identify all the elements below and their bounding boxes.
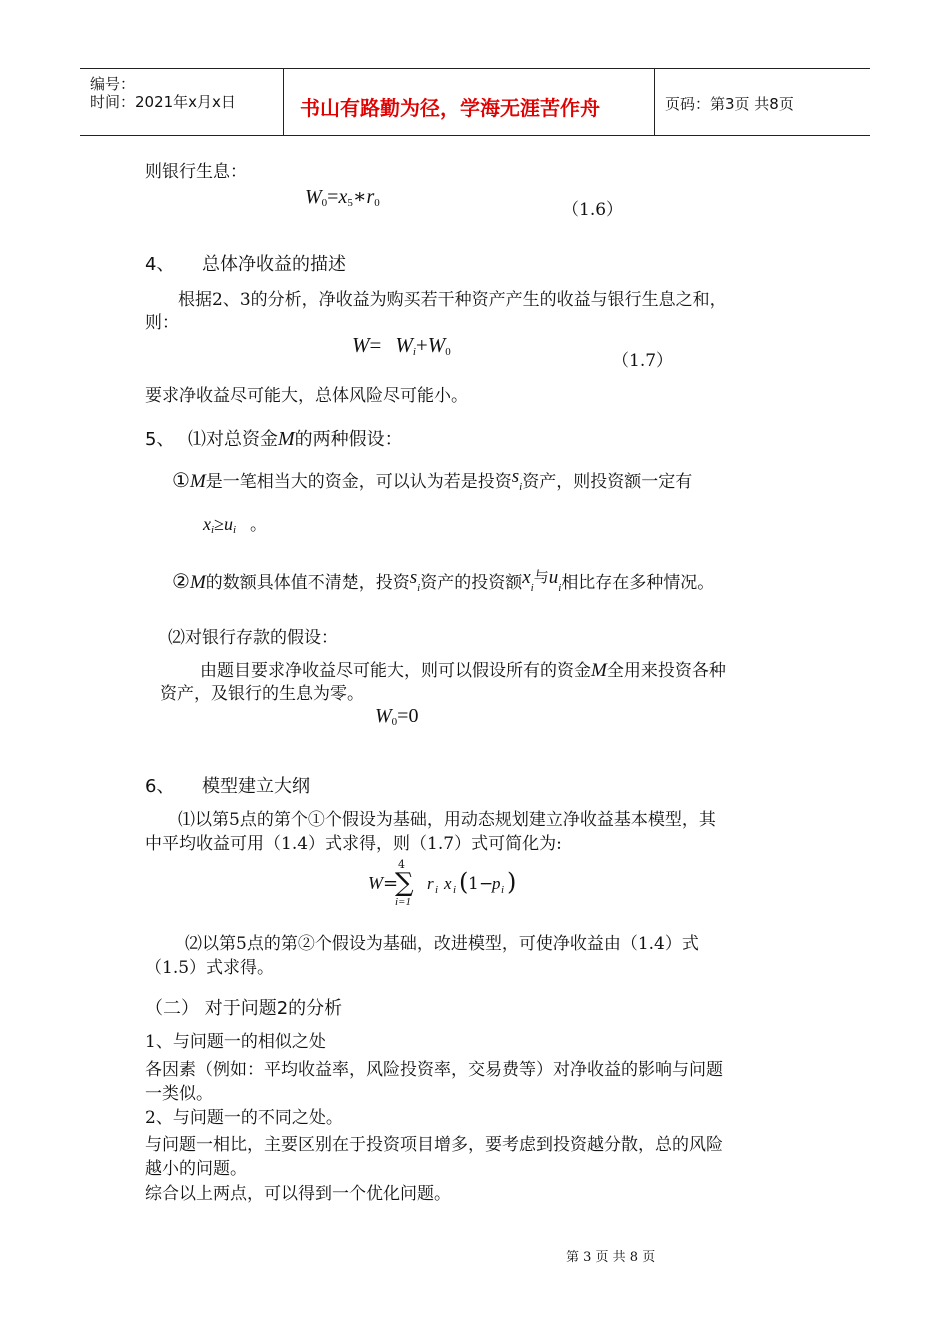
question-2-line-7: 综合以上两点，可以得到一个优化问题。: [145, 1184, 451, 1204]
question-2-line-1: 1、与问题一的相似之处: [145, 1032, 326, 1052]
question-2-line-6: 越小的问题。: [145, 1159, 247, 1179]
header-date-label: 时间：2021年x月x日: [90, 93, 236, 111]
section-5-title: ⑴对总资金M的两种假设：: [188, 428, 403, 450]
header-page-label: 页码：第3页 共8页: [665, 95, 794, 113]
section-5-2-line-2: 资产，及银行的生息为零。: [160, 684, 364, 704]
section-4-title: 总体净收益的描述: [202, 254, 346, 275]
section-5-2-title: ⑵对银行存款的假设：: [168, 628, 338, 648]
assumption-2-line: ②M的数额具体值不清楚，投资$s_i$资产的投资额$x_i$与$u_i$相比存在多种情况。: [172, 567, 715, 594]
section-5-number: 5、: [145, 429, 175, 450]
assumption-1-inequality: $x_i\ge u_i$ 。: [203, 514, 268, 536]
section-4-number: 4、: [145, 254, 175, 275]
equation-w0-zero: $W_0=0$: [375, 705, 419, 728]
header-bottom-rule: [80, 135, 870, 136]
question-2-line-3: 一类似。: [145, 1084, 213, 1104]
header-divider-left: [283, 68, 284, 136]
assumption-1-line-1: ①M是一笔相当大的资金，可以认为若是投资$s_i$资产，则投资额一定有: [172, 466, 693, 493]
section-6-part-1-line-2: 中平均收益可用（1.4）式求得，则（1.7）式可简化为:: [145, 834, 562, 854]
section-5-2-line-1: 由题目要求净收益尽可能大，则可以假设所有的资金M全用来投资各种: [200, 660, 726, 681]
header-motto: 书山有路勤为径，学海无涯苦作舟: [300, 96, 600, 120]
section-4-line-1: 根据2、3的分析，净收益为购买若干种资产产生的收益与银行生息之和，: [178, 290, 727, 310]
header-top-rule: [80, 68, 870, 69]
equation-1-7: $W= W_i+W_0$: [352, 333, 451, 358]
header-number-label: 编号：: [90, 75, 136, 93]
header-divider-right: [654, 68, 655, 136]
footer-page-number: 第 3 页 共 8 页: [566, 1250, 656, 1265]
section-4-line-2: 则：: [145, 313, 179, 333]
question-2-line-4: 2、与问题一的不同之处。: [145, 1108, 343, 1128]
question-2-line-5: 与问题一相比，主要区别在于投资项目增多，要考虑到投资越分散，总的风险: [145, 1135, 723, 1155]
equation-1-7-tag: （1.7）: [612, 351, 674, 371]
section-4-requirement: 要求净收益尽可能大，总体风险尽可能小。: [145, 386, 468, 406]
section-6-part-1-line-1: ⑴以第5点的第个①个假设为基础，用动态规划建立净收益基本模型，其: [178, 810, 716, 830]
question-2-title: （二） 对于问题2的分析: [145, 998, 343, 1019]
section-6-part-2-line-2: （1.5）式求得。: [145, 958, 275, 978]
question-2-line-2: 各因素（例如：平均收益率，风险投资率，交易费等）对净收益的影响与问题: [145, 1060, 723, 1080]
section-6-title: 模型建立大纲: [202, 776, 310, 797]
equation-1-6-tag: （1.6）: [562, 200, 624, 220]
bank-interest-intro: 则银行生息：: [145, 162, 247, 182]
equation-sum-model: W = 4 ∑ i=1 r i x i ( 1 − p i ): [368, 858, 517, 908]
section-6-number: 6、: [145, 776, 175, 797]
equation-1-6: $W_0=x_5∗r_0$: [305, 186, 380, 209]
section-6-part-2-line-1: ⑵以第5点的第②个假设为基础，改进模型，可使净收益由（1.4）式: [185, 934, 699, 954]
